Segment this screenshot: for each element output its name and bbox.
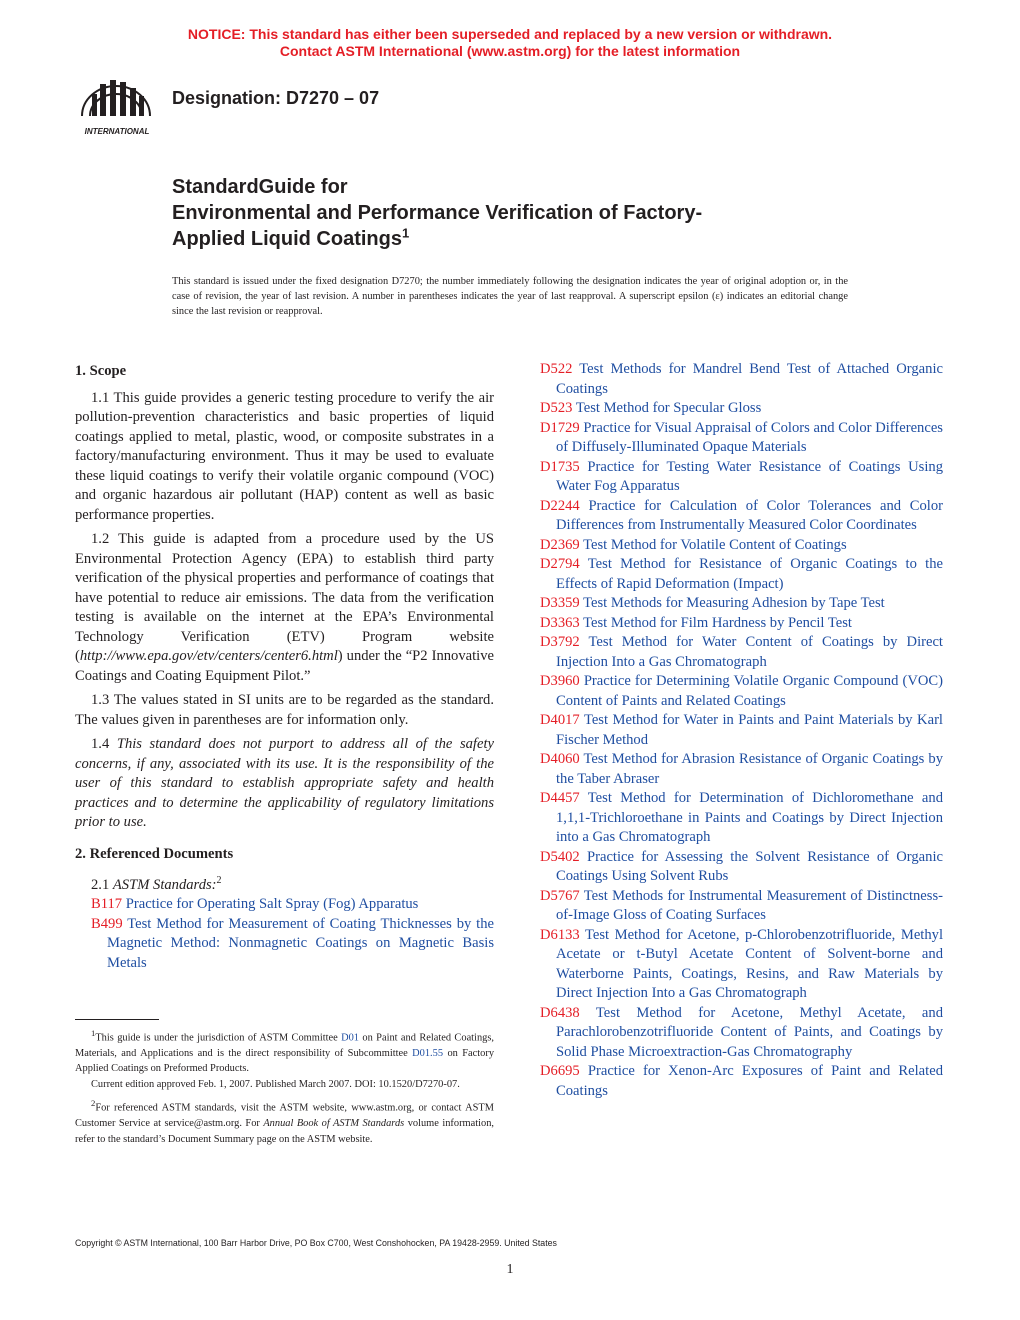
reference-code[interactable]: D3792	[540, 634, 580, 650]
notice-line-1: NOTICE: This standard has either been superseded and replaced by a new version or withdrawn.	[187, 26, 833, 42]
footnote-rule	[75, 1019, 159, 1020]
reference-item[interactable]	[540, 789, 943, 848]
astm-logo-icon	[72, 72, 162, 142]
scope-para-1-2-text-a: 1.2 This guide is adapted from a procedure used by the US Environmental Protection Agency (EPA) to establish third party verification of the physical properties and performance of coatings that have potential to reduce air emissions. The data from the verification testing is available on the internet at the EPA’s Environmental Technology Verification (ETV) Program website (	[75, 531, 494, 664]
astm-logo	[72, 72, 162, 142]
withdrawal-notice	[0, 26, 1020, 60]
reference-title[interactable]: Test Method for Water Content of Coatings by Direct Injection Into a Gas Chromatograph	[556, 634, 943, 670]
scope-para-1-4-text: This standard does not purport to address all of the safety concerns, if any, associated with its use. It is the responsibility of the user of this standard to establish appropriate safety and health practices and to determine the applicability of regulatory limitations prior to use.	[75, 736, 494, 830]
reference-code[interactable]: D3363	[540, 614, 580, 631]
reference-item[interactable]	[540, 926, 943, 1004]
reference-code[interactable]: D2244	[540, 497, 580, 514]
scope-para-1-2-text-b: ) under the “P2 Innovative Coatings and Coating Equipment Pilot.”	[75, 648, 494, 684]
page-number: 1	[506, 1262, 514, 1277]
footnote-1-text-a: This guide is under the jurisdiction of ASTM Committee	[95, 1032, 342, 1044]
left-column	[75, 360, 494, 973]
right-column	[540, 360, 943, 1101]
footnote-2-mark: 2	[91, 1098, 96, 1109]
footnote-1-text-b: on Paint and Related Coatings, Materials, and Applications and is the direct responsibility of Subcommittee	[75, 1032, 494, 1059]
committee-link[interactable]: D01	[341, 1032, 360, 1044]
footnote-2-text-a: For referenced ASTM standards, visit the ASTM website, www.astm.org, or contact ASTM Customer Service at service@astm.org. For	[75, 1102, 494, 1130]
reference-title[interactable]: Practice for Operating Salt Spray (Fog) Apparatus	[125, 896, 419, 913]
footnotes	[75, 1022, 494, 1147]
reference-code[interactable]: D1729	[540, 419, 580, 436]
reference-title[interactable]: Test Method for Volatile Content of Coatings	[583, 536, 847, 553]
reference-code[interactable]: B499	[91, 915, 123, 932]
reference-code[interactable]: D5767	[540, 887, 580, 904]
reference-code[interactable]: D522	[540, 361, 573, 377]
scope-para-1-3: 1.3 The values stated in SI units are to be regarded as the standard. The values given in parentheses are for information only.	[75, 692, 494, 728]
reference-title[interactable]: Practice for Assessing the Solvent Resistance of Organic Coatings Using Solvent Rubs	[556, 848, 943, 884]
reference-item[interactable]	[91, 915, 494, 974]
issuance-note: This standard is issued under the fixed designation D7270; the number immediately following the designation indicates the year of original adoption or, in the case of revision, the year of last revision. A number in parentheses indicates the year of last reapproval. A superscript epsilon (ε) indicates an editorial change since the last revision or reapproval.	[172, 276, 848, 317]
scope-para-1-4-number: 1.4	[91, 736, 117, 752]
reference-code[interactable]: D4457	[540, 790, 580, 806]
astm-standards-footnote-mark: 2	[216, 875, 222, 886]
copyright-line: Copyright © ASTM International, 100 Barr Harbor Drive, PO Box C700, West Conshohocken, PA 19428-2959. United States	[75, 1238, 557, 1248]
reference-title[interactable]: Practice for Calculation of Color Tolerances and Color Differences from Instrumentally Measured Color Coordinates	[556, 497, 943, 533]
reference-title[interactable]: Test Methods for Mandrel Bend Test of Attached Organic Coatings	[556, 361, 943, 397]
reference-code[interactable]: D6695	[540, 1063, 580, 1079]
reference-item[interactable]	[540, 497, 943, 536]
document-title	[172, 174, 872, 252]
reference-code[interactable]: D2369	[540, 536, 580, 553]
reference-code[interactable]: D4060	[540, 751, 580, 767]
reference-title[interactable]: Test Method for Measurement of Coating Thicknesses by the Magnetic Method: Nonmagnetic Coatings on Magnetic Basis Metals	[107, 915, 494, 971]
footnote-2-italic: Annual Book of ASTM Standards	[263, 1118, 405, 1130]
reference-code[interactable]: D6133	[540, 926, 580, 943]
reference-code[interactable]: D6438	[540, 1004, 580, 1021]
reference-code[interactable]: D5402	[540, 848, 580, 865]
reference-item[interactable]	[540, 536, 943, 556]
reference-item[interactable]	[540, 419, 943, 458]
scope-heading: 1. Scope	[75, 363, 127, 379]
footnote-2-text-b: volume information, refer to the standard’s Document Summary page on the ASTM website.	[75, 1118, 494, 1145]
reference-code[interactable]: D2794	[540, 556, 580, 572]
reference-code[interactable]: D1735	[540, 458, 580, 475]
reference-title[interactable]: Test Methods for Measuring Adhesion by Tape Test	[583, 595, 885, 611]
footnote-1	[75, 1026, 494, 1077]
scope-para-1-4	[75, 735, 494, 833]
reference-item[interactable]	[540, 1062, 943, 1101]
logo-wordmark: INTERNATIONAL	[84, 127, 150, 136]
footnote-1-edition: Current edition approved Feb. 1, 2007. Published March 2007. DOI: 10.1520/D7270-07.	[91, 1078, 460, 1090]
reference-code[interactable]: D523	[540, 400, 573, 416]
title-line-2: Environmental and Performance Verification of Factory-	[172, 202, 703, 224]
footnote-1-text-c: on Factory Applied Coatings on Preformed Products.	[75, 1047, 495, 1075]
scope-para-1-1: 1.1 This guide provides a generic testing procedure to verify the air pollution-prevention characteristics and basic properties of liquid coatings applied to metal, plastic, wood, or composite substrates in a factory/manufacturing environment. Thus it may be used to evaluate these liquid coatings to verify their volatile organic compound (VOC) and organic hazardous air pollutant (HAP) content as well as basic performance properties.	[75, 389, 494, 523]
reference-code[interactable]: D3960	[540, 673, 580, 689]
reference-item[interactable]	[540, 672, 943, 711]
reference-item[interactable]	[91, 895, 494, 915]
reference-title[interactable]: Practice for Determining Volatile Organic Compound (VOC) Content of Paints and Related Coatings	[556, 673, 943, 709]
reference-title[interactable]: Test Method for Water in Paints and Paint Materials by Karl Fischer Method	[556, 712, 943, 748]
reference-title[interactable]: Test Method for Acetone, Methyl Acetate, and Parachlorobenzotrifluoride Content of Paints, and Coatings by Solid Phase Microextraction-Gas Chromatography	[556, 1004, 943, 1060]
footnote-1-mark: 1	[91, 1028, 96, 1038]
title-line-1: StandardGuide for	[172, 176, 348, 198]
reference-code[interactable]: D3359	[540, 595, 580, 611]
reference-item[interactable]	[540, 360, 943, 399]
reference-item[interactable]	[540, 848, 943, 887]
reference-title[interactable]: Test Method for Abrasion Resistance of Organic Coatings by the Taber Abraser	[556, 751, 943, 787]
footnote-2	[75, 1096, 494, 1147]
astm-standards-number: 2.1	[91, 876, 113, 893]
title-footnote-mark: 1	[401, 225, 410, 241]
reference-item[interactable]	[540, 594, 943, 614]
designation: Designation: D7270 – 07	[172, 88, 380, 108]
left-reference-list	[75, 895, 494, 973]
reference-item[interactable]	[540, 614, 943, 634]
astm-standards-subheading	[91, 871, 494, 895]
notice-line-2: Contact ASTM International (www.astm.org) for the latest information	[279, 43, 741, 59]
subcommittee-link[interactable]: D01.55	[412, 1047, 444, 1059]
scope-para-1-2	[75, 530, 494, 686]
referenced-documents-heading: 2. Referenced Documents	[75, 845, 234, 862]
reference-title[interactable]: Test Method for Specular Gloss	[575, 400, 762, 416]
reference-item[interactable]	[540, 711, 943, 750]
reference-item[interactable]	[540, 887, 943, 926]
reference-title[interactable]: Practice for Visual Appraisal of Colors and Color Differences of Diffusely-Illuminated Opaque Materials	[556, 419, 943, 455]
reference-title[interactable]: Test Method for Resistance of Organic Coatings to the Effects of Rapid Deformation (Impact)	[556, 556, 943, 592]
epa-etv-url[interactable]: http://www.epa.gov/etv/centers/center6.html	[79, 648, 338, 664]
reference-code[interactable]: B117	[91, 896, 123, 913]
title-line-3-text: Applied Liquid Coatings	[172, 228, 402, 250]
reference-title[interactable]: Test Method for Acetone, p-Chlorobenzotrifluoride, Methyl Acetate or t-Butyl Acetate Content of Solvent-borne and Waterborne Paints, Coatings, Resins, and Raw Materials by Direct Injection Into a Gas Chromatograph	[556, 926, 943, 1001]
astm-standards-label: ASTM Standards:	[112, 876, 217, 893]
reference-item[interactable]	[540, 458, 943, 497]
title-line-3	[172, 226, 872, 252]
reference-item[interactable]	[540, 750, 943, 789]
reference-title[interactable]: Test Method for Determination of Dichloromethane and 1,1,1-Trichloroethane in Paints and Coatings by Direct Injection into a Gas Chromatograph	[556, 790, 943, 845]
reference-code[interactable]: D4017	[540, 712, 580, 728]
reference-title[interactable]: Test Method for Film Hardness by Pencil Test	[583, 614, 852, 631]
reference-title[interactable]: Practice for Testing Water Resistance of Coatings Using Water Fog Apparatus	[556, 458, 943, 494]
reference-title[interactable]: Practice for Xenon-Arc Exposures of Paint and Related Coatings	[556, 1063, 943, 1099]
reference-title[interactable]: Test Methods for Instrumental Measurement of Distinctness-of-Image Gloss of Coating Surfaces	[556, 887, 944, 923]
reference-item[interactable]	[540, 633, 943, 672]
reference-item[interactable]	[540, 555, 943, 594]
reference-item[interactable]	[540, 399, 943, 419]
reference-item[interactable]	[540, 1004, 943, 1063]
